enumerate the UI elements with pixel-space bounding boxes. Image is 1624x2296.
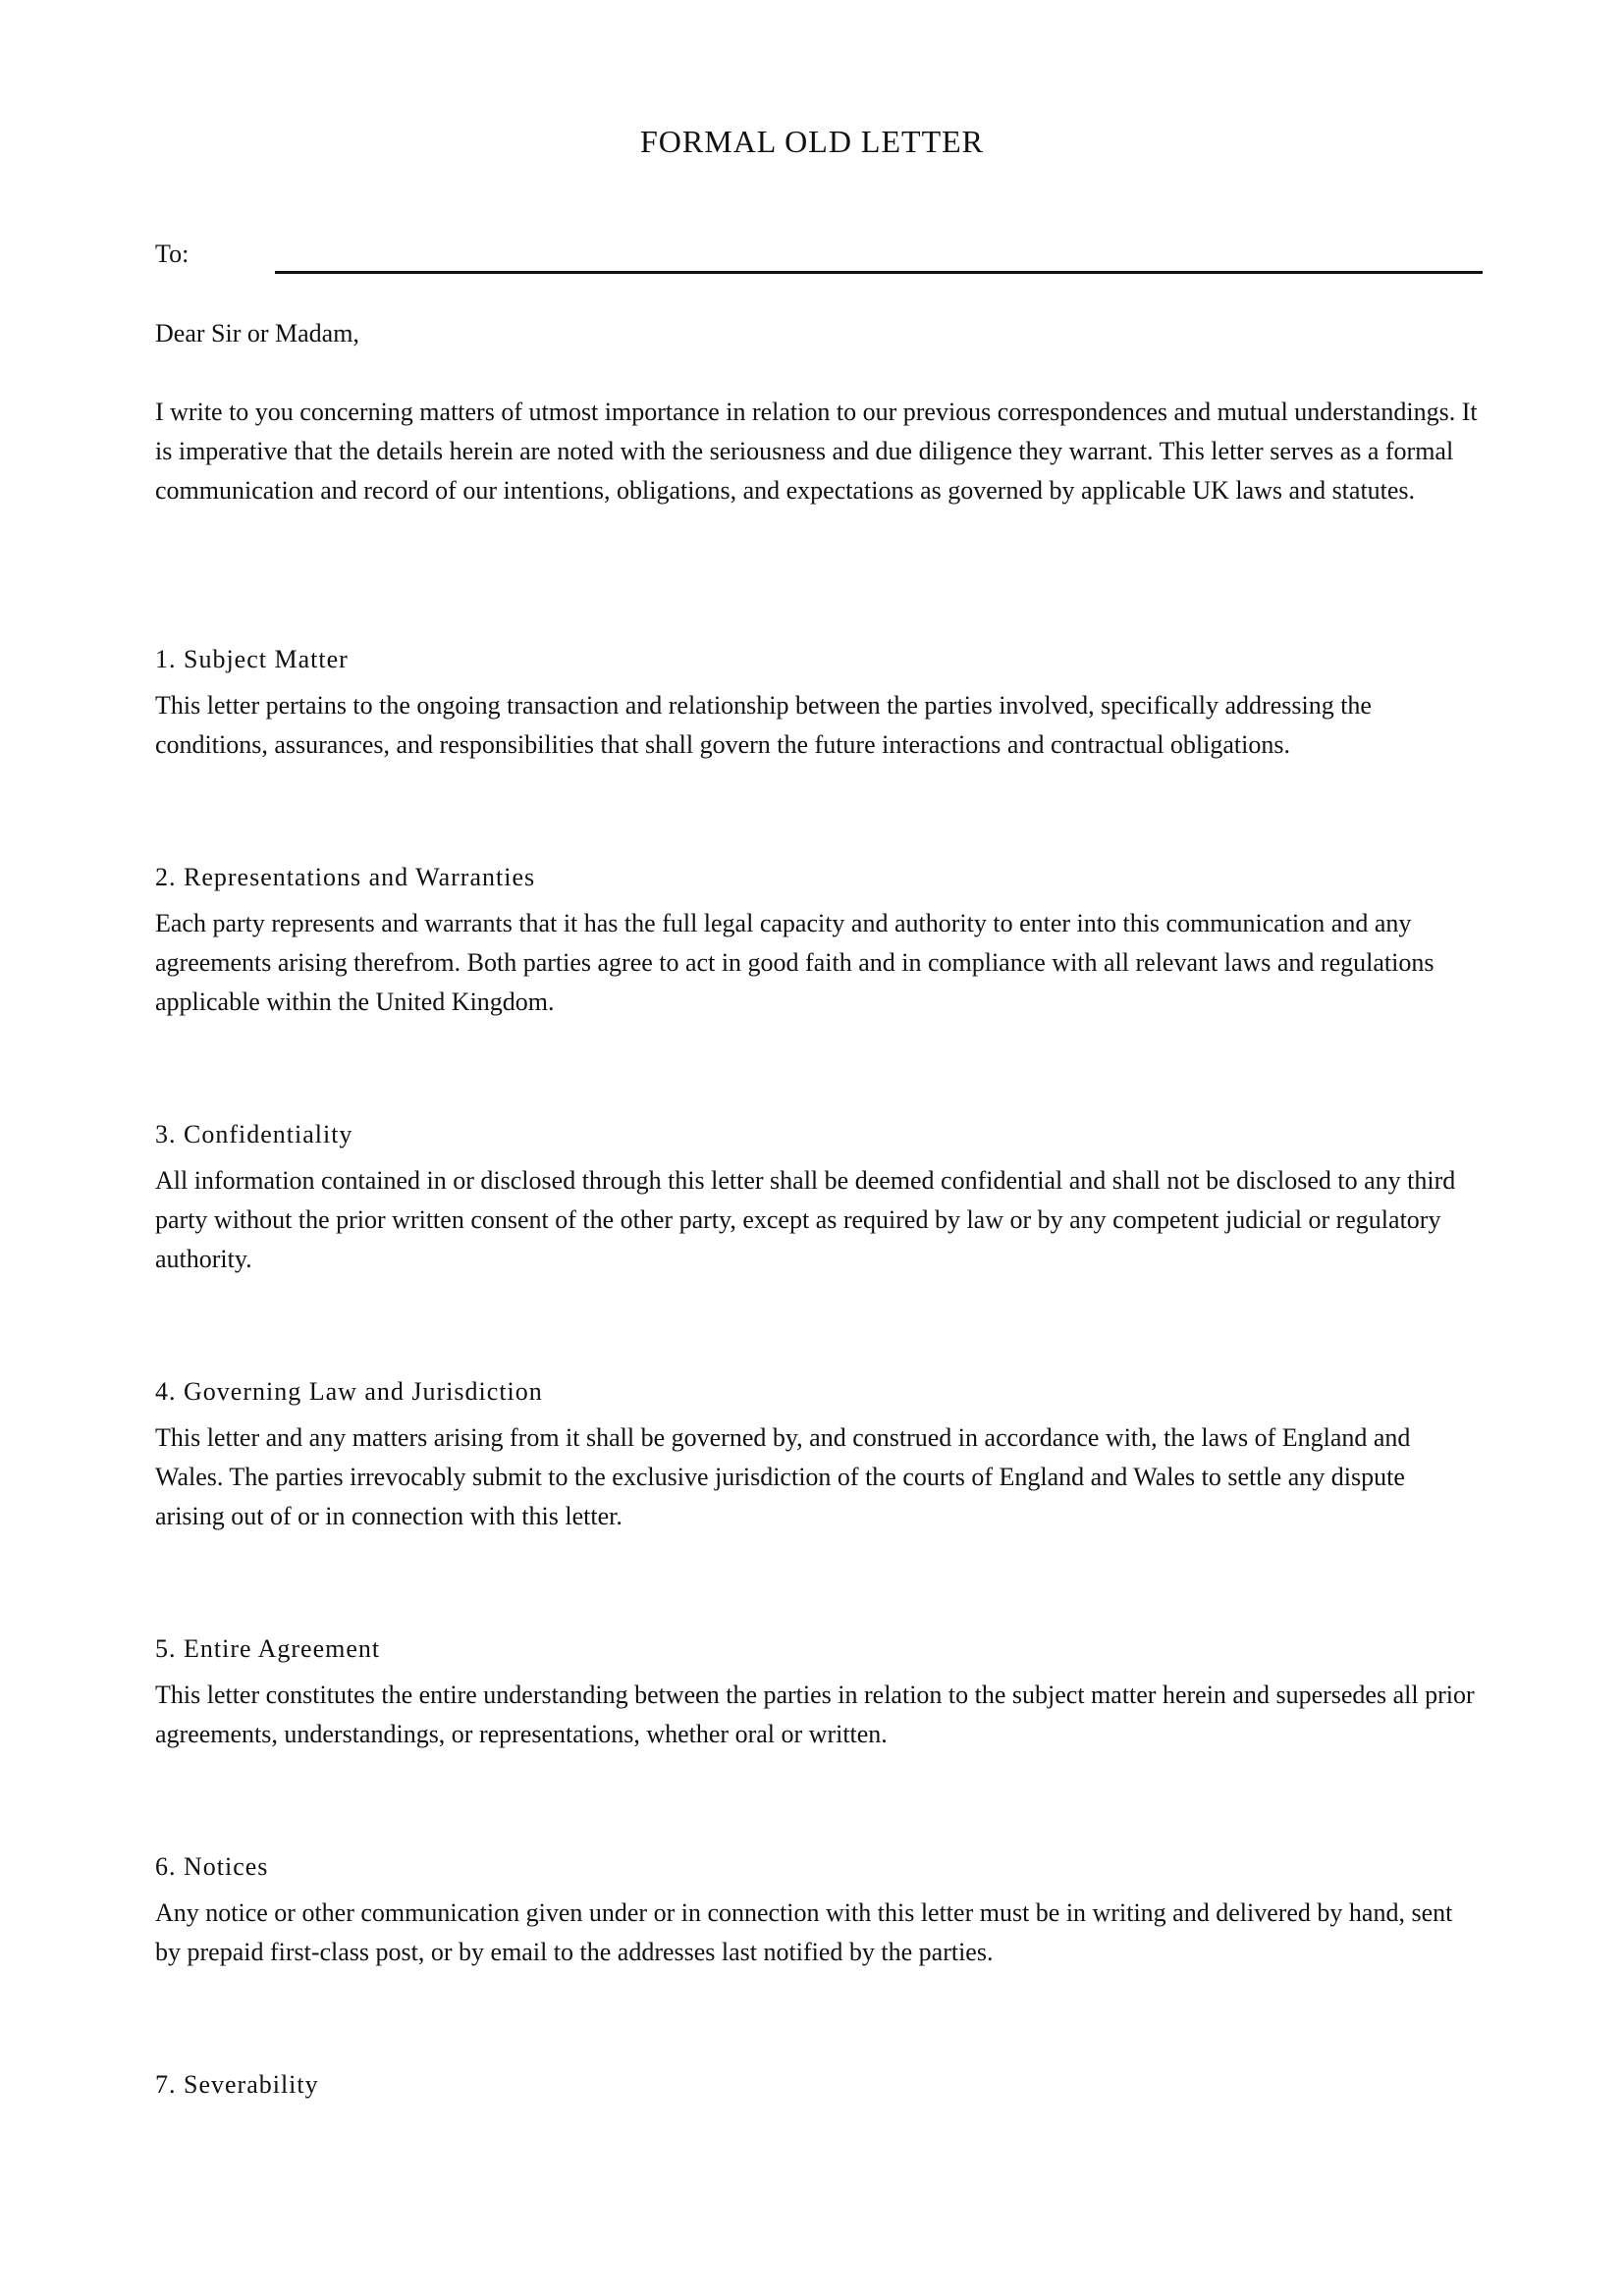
recipient-row [155,238,1483,277]
section-heading-severability: 7. Severability [155,2070,319,2099]
section-body-subject-matter: This letter pertains to the ongoing transaction and relationship between the parties involved, specifically addressing the conditions, assurances, and responsibilities that shall govern the future interactions and contractual obligations. [155,691,1372,759]
section-heading-subject-matter: 1. Subject Matter [155,645,349,673]
intro-paragraph: I write to you concerning matters of utmost importance in relation to our previous correspondences and mutual understandings. It is imperative that the details herein are noted with the seriousness and due diligence they warrant. This letter serves as a formal communication and record of our intentions, obligations, and expectations as governed by applicable UK laws and statutes. [155,398,1478,505]
document-title: FORMAL OLD LETTER [639,124,984,159]
section-body-representations-warranties: Each party represents and warrants that it has the full legal capacity and authority to enter into this communication and any agreements arising therefrom. Both parties agree to act in good faith and in compliance with all relevant laws and regulations applicable within the United Kingdom. [155,909,1435,1016]
section-body-governing-law: This letter and any matters arising from it shall be governed by, and construed in accordance with, the laws of England and Wales. The parties irrevocably submit to the exclusive jurisdiction of the courts of England and Wales to settle any dispute arising out of or in connection with this letter. [155,1423,1411,1530]
salutation: Dear Sir or Madam, [155,319,359,347]
section-heading-governing-law: 4. Governing Law and Jurisdiction [155,1377,543,1406]
section-heading-notices: 6. Notices [155,1852,269,1881]
section-body-entire-agreement: This letter constitutes the entire understanding between the parties in relation to the subject matter herein and supersedes all prior agreements, understandings, or representations, whether oral or written. [155,1681,1475,1748]
recipient-label: To: [155,240,189,268]
recipient-blank-line[interactable] [275,271,1483,274]
section-heading-entire-agreement: 5. Entire Agreement [155,1634,381,1663]
section-heading-representations-warranties: 2. Representations and Warranties [155,863,536,891]
section-body-notices: Any notice or other communication given under or in connection with this letter must be in writing and delivered by hand, sent by prepaid first-class post, or by email to the addresses last notified by the parties. [155,1898,1453,1966]
section-body-confidentiality: All information contained in or disclosed through this letter shall be deemed confidential and shall not be disclosed to any third party without the prior written consent of the other party, except as required by law or by any competent judicial or regulatory authority. [155,1166,1456,1273]
section-heading-confidentiality: 3. Confidentiality [155,1120,353,1148]
